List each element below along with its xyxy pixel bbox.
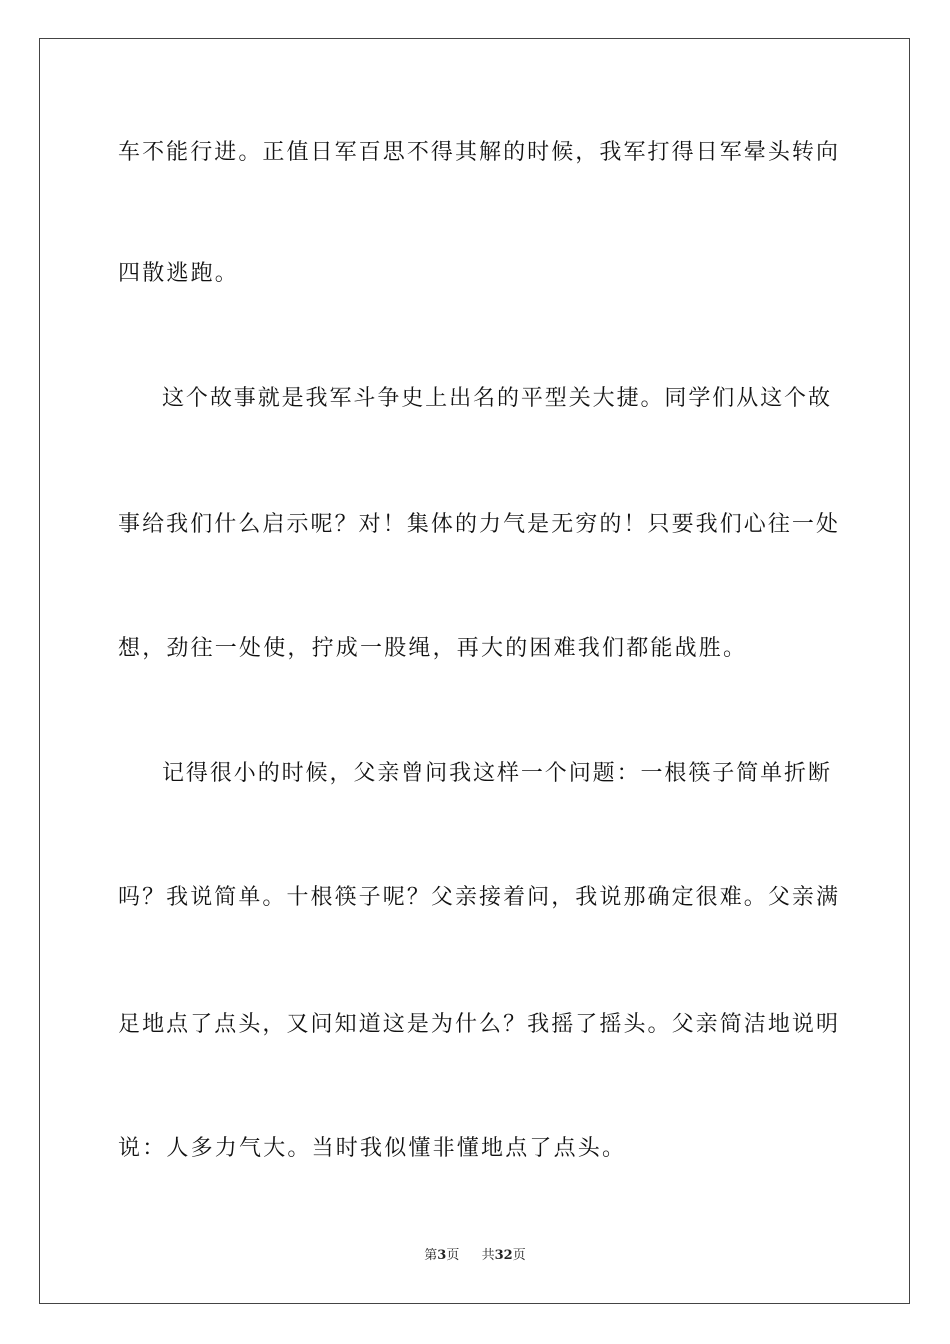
text-line: 这个故事就是我军斗争史上出名的平型关大捷。同学们从这个故	[162, 386, 830, 411]
text-line: 足地点了点头，又问知道这是为什么？我摇了摇头。父亲简洁地说明	[118, 1012, 838, 1037]
page-prefix: 第	[424, 1248, 438, 1263]
text-line: 想，劲往一处使，拧成一股绳，再大的困难我们都能战胜。	[118, 636, 748, 661]
text-line: 说：人多力气大。当时我似懂非懂地点了点头。	[118, 1136, 627, 1161]
text-line: 记得很小的时候，父亲曾问我这样一个问题：一根筷子简单折断	[162, 761, 830, 786]
text-line: 四散逃跑。	[118, 261, 240, 286]
total-pages: 32	[494, 1248, 513, 1263]
total-prefix: 共	[481, 1248, 495, 1263]
text-line: 吗？我说简单。十根筷子呢？父亲接着问，我说那确定很难。父亲满	[118, 885, 838, 910]
page-border	[39, 38, 910, 1304]
page-number: 3	[437, 1248, 447, 1263]
page-footer	[0, 1247, 950, 1265]
page-suffix: 页	[446, 1248, 460, 1263]
total-suffix: 页	[512, 1248, 526, 1263]
text-line: 车不能行进。正值日军百思不得其解的时候，我军打得日军晕头转向	[118, 140, 838, 165]
text-line: 事给我们什么启示呢？对！集体的力气是无穷的！只要我们心往一处	[118, 512, 838, 537]
